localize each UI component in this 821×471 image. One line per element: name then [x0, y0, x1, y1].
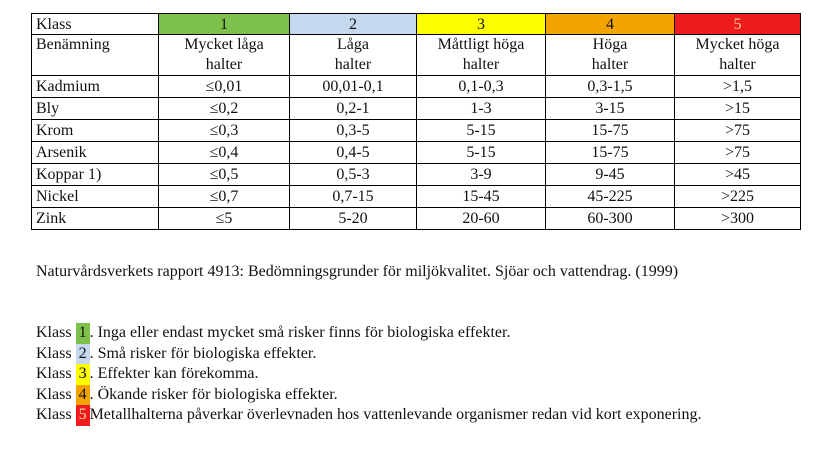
- table-row: [32, 120, 801, 142]
- value-cell: 3-15: [546, 98, 675, 120]
- designation-class-5: Mycket höga halter: [675, 35, 801, 76]
- value-cell: >45: [675, 164, 801, 186]
- value-cell: 0,3-5: [290, 120, 417, 142]
- metal-name: Nickel: [32, 186, 159, 208]
- value-cell: >75: [675, 120, 801, 142]
- legend-prefix: Klass: [36, 365, 72, 382]
- value-cell: 5-20: [290, 208, 417, 230]
- value-cell: 0,5-3: [290, 164, 417, 186]
- class-5-header: 5: [675, 14, 801, 35]
- legend-item-class-4: [36, 385, 776, 406]
- value-cell: 5-15: [417, 120, 546, 142]
- legend-prefix: Klass: [36, 385, 72, 403]
- legend-item-class-2: [36, 344, 776, 365]
- table-row: [32, 164, 801, 186]
- designation-class-4: Höga halter: [546, 35, 675, 76]
- table-row: [32, 142, 801, 164]
- value-cell: 20-60: [417, 208, 546, 230]
- metal-name: Koppar 1): [32, 164, 159, 186]
- legend-prefix: Klass: [36, 406, 72, 423]
- value-cell: >1,5: [675, 76, 801, 98]
- legend-class-3-badge: 3: [76, 364, 90, 385]
- value-cell: ≤0,4: [159, 142, 290, 164]
- value-cell: >225: [675, 186, 801, 208]
- value-cell: 60-300: [546, 208, 675, 230]
- class-3-header: 3: [417, 14, 546, 35]
- class-legend: [36, 323, 776, 426]
- value-cell: 0,1-0,3: [417, 76, 546, 98]
- value-cell: 00,01-0,1: [290, 76, 417, 98]
- metal-name: Bly: [32, 98, 159, 120]
- legend-class-2-badge: 2: [76, 344, 90, 365]
- designation-class-1: Mycket låga halter: [159, 35, 290, 76]
- class-header-row: [32, 14, 801, 35]
- value-cell: >300: [675, 208, 801, 230]
- designation-label: Benämning: [32, 35, 159, 76]
- value-cell: ≤0,2: [159, 98, 290, 120]
- value-cell: 0,3-1,5: [546, 76, 675, 98]
- designation-row: [32, 35, 801, 76]
- value-cell: ≤5: [159, 208, 290, 230]
- table-row: [32, 186, 801, 208]
- value-cell: 5-15: [417, 142, 546, 164]
- value-cell: 15-45: [417, 186, 546, 208]
- legend-class-2-text: . Små risker för biologiska effekter.: [89, 344, 317, 362]
- value-cell: 15-75: [546, 120, 675, 142]
- metal-name: Krom: [32, 120, 159, 142]
- value-cell: ≤0,5: [159, 164, 290, 186]
- value-cell: 9-45: [546, 164, 675, 186]
- value-cell: 0,2-1: [290, 98, 417, 120]
- table-row: [32, 208, 801, 230]
- value-cell: 0,4-5: [290, 142, 417, 164]
- legend-prefix: Klass: [36, 324, 72, 341]
- class-2-header: 2: [290, 14, 417, 35]
- value-cell: 1-3: [417, 98, 546, 120]
- designation-class-3: Måttligt höga halter: [417, 35, 546, 76]
- legend-class-5-badge: 5: [76, 405, 90, 426]
- legend-item-class-1: [36, 323, 776, 344]
- legend-class-1-text: . Inga eller endast mycket små risker finns för biologiska effekter.: [89, 324, 511, 341]
- metal-name: Arsenik: [32, 142, 159, 164]
- value-cell: 3-9: [417, 164, 546, 186]
- class-4-header: 4: [546, 14, 675, 35]
- legend-class-3-text: . Effekter kan förekomma.: [89, 365, 259, 382]
- value-cell: >75: [675, 142, 801, 164]
- value-cell: ≤0,3: [159, 120, 290, 142]
- metal-name: Zink: [32, 208, 159, 230]
- table-row: [32, 76, 801, 98]
- value-cell: >15: [675, 98, 801, 120]
- value-cell: 15-75: [546, 142, 675, 164]
- value-cell: 0,7-15: [290, 186, 417, 208]
- value-cell: 45-225: [546, 186, 675, 208]
- legend-class-4-badge: 4: [76, 385, 90, 406]
- class-1-header: 1: [159, 14, 290, 35]
- value-cell: ≤0,01: [159, 76, 290, 98]
- header-label: Klass: [32, 14, 159, 35]
- legend-prefix: Klass: [36, 344, 72, 362]
- source-citation: Naturvårdsverkets rapport 4913: Bedömningsgrunder för miljökvalitet. Sjöar och vattendrag. (1999): [36, 263, 679, 280]
- legend-class-1-badge: 1: [76, 323, 90, 344]
- table-row: [32, 98, 801, 120]
- legend-item-class-3: [36, 364, 776, 385]
- designation-class-2: Låga halter: [290, 35, 417, 76]
- legend-item-class-5: [36, 405, 776, 426]
- classification-table: [31, 13, 801, 230]
- metal-name: Kadmium: [32, 76, 159, 98]
- value-cell: ≤0,7: [159, 186, 290, 208]
- legend-class-4-text: . Ökande risker för biologiska effekter.: [89, 385, 338, 403]
- legend-class-5-text: Metallhalterna påverkar överlevnaden hos vattenlevande organismer redan vid kort exponering.: [89, 406, 702, 423]
